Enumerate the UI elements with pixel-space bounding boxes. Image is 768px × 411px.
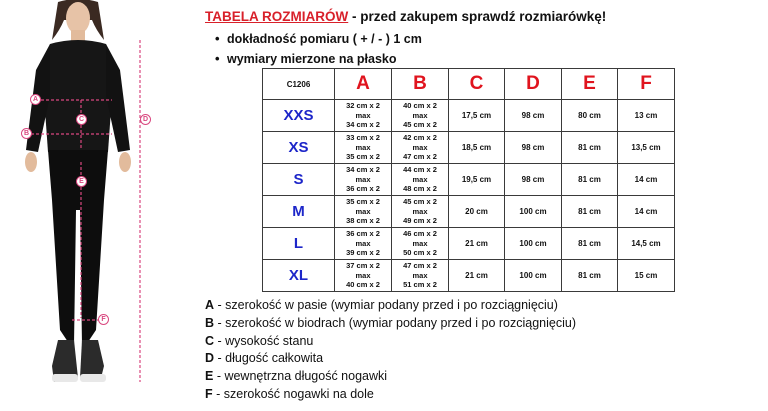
cell-line: 50 cm x 2 bbox=[403, 248, 437, 258]
table-row bbox=[263, 100, 675, 132]
cell-line: max bbox=[412, 142, 428, 152]
cell-c: 17,5 cm bbox=[449, 100, 505, 132]
column-header: E bbox=[562, 69, 618, 100]
page-title bbox=[205, 9, 606, 24]
cell-line: 39 cm x 2 bbox=[346, 248, 380, 258]
cell-b bbox=[392, 164, 449, 196]
cell-e: 81 cm bbox=[562, 228, 618, 260]
cell-line: max bbox=[412, 206, 428, 216]
cell-line: 32 cm x 2 bbox=[346, 101, 380, 111]
cell-e: 81 cm bbox=[562, 132, 618, 164]
cell-line: 36 cm x 2 bbox=[346, 229, 380, 239]
cell-c: 21 cm bbox=[449, 260, 505, 292]
cell-line: 49 cm x 2 bbox=[403, 216, 437, 226]
product-code: C1206 bbox=[263, 69, 335, 100]
legend-key: A bbox=[205, 298, 215, 312]
cell-f: 13,5 cm bbox=[618, 132, 675, 164]
title-red-text: TABELA ROZMIARÓW bbox=[205, 9, 349, 24]
cell-b bbox=[392, 228, 449, 260]
cell-a bbox=[335, 228, 392, 260]
size-label: L bbox=[263, 228, 335, 260]
cell-c: 20 cm bbox=[449, 196, 505, 228]
cell-c: 19,5 cm bbox=[449, 164, 505, 196]
cell-c: 18,5 cm bbox=[449, 132, 505, 164]
table-header-row bbox=[263, 69, 675, 100]
cell-d: 98 cm bbox=[505, 100, 562, 132]
title-rest-text: - przed zakupem sprawdź rozmiarówkę! bbox=[348, 9, 607, 24]
cell-line: 51 cm x 2 bbox=[403, 280, 437, 290]
cell-line: max bbox=[412, 110, 428, 120]
cell-a bbox=[335, 132, 392, 164]
cell-e: 81 cm bbox=[562, 164, 618, 196]
cell-f: 14 cm bbox=[618, 164, 675, 196]
cell-line: 45 cm x 2 bbox=[403, 120, 437, 130]
marker-f: F bbox=[98, 314, 109, 325]
column-header: F bbox=[618, 69, 675, 100]
model-illustration bbox=[0, 0, 190, 411]
cell-line: 36 cm x 2 bbox=[346, 184, 380, 194]
cell-line: 44 cm x 2 bbox=[403, 165, 437, 175]
cell-d: 98 cm bbox=[505, 164, 562, 196]
marker-e: E bbox=[76, 176, 87, 187]
size-label: XL bbox=[263, 260, 335, 292]
size-table bbox=[262, 68, 675, 292]
size-label: S bbox=[263, 164, 335, 196]
measurement-legend bbox=[205, 297, 576, 404]
info-bullets bbox=[215, 29, 422, 69]
cell-line: 33 cm x 2 bbox=[346, 133, 380, 143]
cell-line: 48 cm x 2 bbox=[403, 184, 437, 194]
legend-key: C bbox=[205, 333, 215, 348]
cell-line: 38 cm x 2 bbox=[346, 216, 380, 226]
bullet-item: • wymiary mierzone na płasko bbox=[215, 49, 422, 69]
cell-line: 47 cm x 2 bbox=[403, 152, 437, 162]
legend-item bbox=[205, 386, 576, 404]
cell-line: max bbox=[355, 174, 371, 184]
cell-line: 40 cm x 2 bbox=[403, 101, 437, 111]
size-label: M bbox=[263, 196, 335, 228]
table-row bbox=[263, 196, 675, 228]
column-header: B bbox=[392, 69, 449, 100]
legend-text: - szerokość nogawki na dole bbox=[212, 386, 374, 401]
legend-item bbox=[205, 297, 576, 315]
legend-text: - wewnętrzna długość nogawki bbox=[213, 369, 388, 384]
legend-key: E bbox=[205, 369, 214, 384]
cell-f: 14 cm bbox=[618, 196, 675, 228]
cell-line: max bbox=[412, 238, 428, 248]
cell-line: max bbox=[412, 174, 428, 184]
legend-key: F bbox=[205, 386, 213, 401]
cell-line: 34 cm x 2 bbox=[346, 120, 380, 130]
cell-e: 81 cm bbox=[562, 196, 618, 228]
bullet-item: • dokładność pomiaru ( + / - ) 1 cm bbox=[215, 29, 422, 49]
cell-line: max bbox=[355, 110, 371, 120]
table-row bbox=[263, 260, 675, 292]
legend-key: D bbox=[205, 351, 215, 366]
cell-c: 21 cm bbox=[449, 228, 505, 260]
marker-a: A bbox=[30, 94, 41, 105]
legend-text: - wysokość stanu bbox=[214, 333, 314, 348]
cell-line: max bbox=[355, 142, 371, 152]
table-row bbox=[263, 132, 675, 164]
legend-item bbox=[205, 315, 576, 333]
cell-line: 46 cm x 2 bbox=[403, 229, 437, 239]
table-row bbox=[263, 228, 675, 260]
column-header: D bbox=[505, 69, 562, 100]
table-body bbox=[263, 100, 675, 292]
marker-c: C bbox=[76, 114, 87, 125]
legend-item bbox=[205, 350, 576, 368]
size-label: XS bbox=[263, 132, 335, 164]
cell-line: 47 cm x 2 bbox=[403, 261, 437, 271]
cell-line: max bbox=[412, 270, 428, 280]
cell-e: 80 cm bbox=[562, 100, 618, 132]
cell-d: 100 cm bbox=[505, 228, 562, 260]
cell-line: 45 cm x 2 bbox=[403, 197, 437, 207]
legend-text: - szerokość w pasie (wymiar podany przed i po rozciągnięciu) bbox=[214, 298, 558, 312]
model-figure bbox=[0, 0, 190, 411]
cell-b bbox=[392, 100, 449, 132]
cell-line: max bbox=[355, 238, 371, 248]
cell-d: 98 cm bbox=[505, 132, 562, 164]
column-header: A bbox=[335, 69, 392, 100]
cell-a bbox=[335, 164, 392, 196]
cell-line: max bbox=[355, 270, 371, 280]
table-row bbox=[263, 164, 675, 196]
cell-line: max bbox=[355, 206, 371, 216]
cell-f: 13 cm bbox=[618, 100, 675, 132]
legend-item bbox=[205, 333, 576, 351]
cell-b bbox=[392, 196, 449, 228]
legend-item bbox=[205, 368, 576, 386]
marker-d: D bbox=[140, 114, 151, 125]
cell-line: 34 cm x 2 bbox=[346, 165, 380, 175]
cell-f: 15 cm bbox=[618, 260, 675, 292]
cell-line: 40 cm x 2 bbox=[346, 280, 380, 290]
marker-b: B bbox=[21, 128, 32, 139]
cell-b bbox=[392, 260, 449, 292]
cell-a bbox=[335, 100, 392, 132]
legend-text: - szerokość w biodrach (wymiar podany przed i po rozciągnięciu) bbox=[214, 315, 576, 330]
size-label: XXS bbox=[263, 100, 335, 132]
column-header: C bbox=[449, 69, 505, 100]
legend-key: B bbox=[205, 315, 215, 330]
cell-line: 35 cm x 2 bbox=[346, 197, 380, 207]
cell-line: 37 cm x 2 bbox=[346, 261, 380, 271]
cell-f: 14,5 cm bbox=[618, 228, 675, 260]
cell-a bbox=[335, 196, 392, 228]
legend-text: - długość całkowita bbox=[214, 351, 324, 366]
cell-b bbox=[392, 132, 449, 164]
cell-a bbox=[335, 260, 392, 292]
cell-d: 100 cm bbox=[505, 196, 562, 228]
cell-e: 81 cm bbox=[562, 260, 618, 292]
cell-line: 42 cm x 2 bbox=[403, 133, 437, 143]
cell-line: 35 cm x 2 bbox=[346, 152, 380, 162]
cell-d: 100 cm bbox=[505, 260, 562, 292]
